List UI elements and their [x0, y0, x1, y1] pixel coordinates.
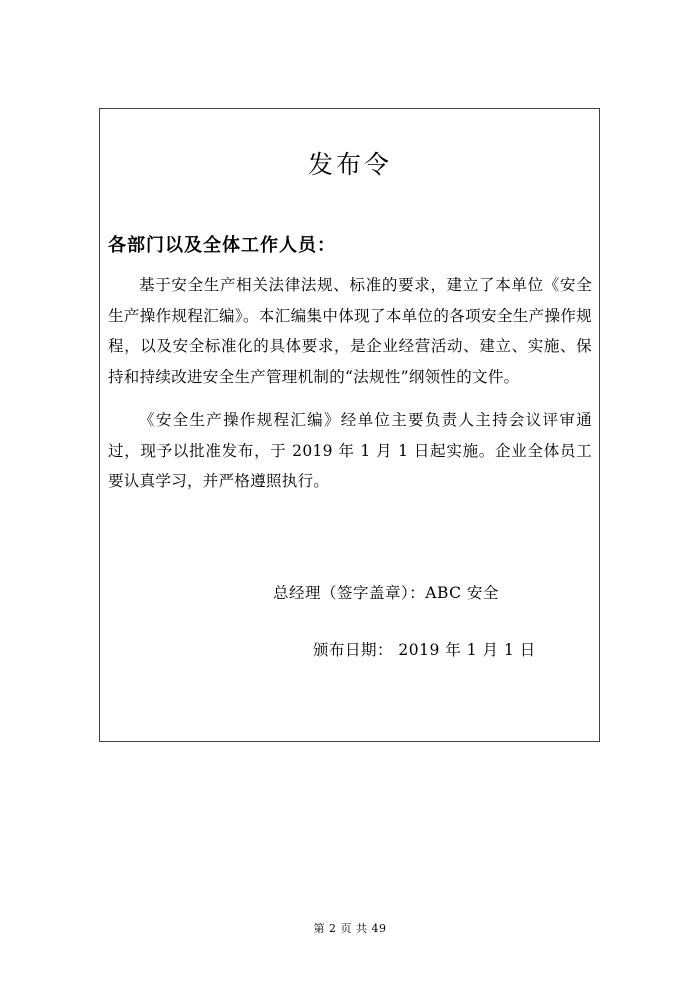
manager-signature: 总经理（签字盖章）：ABC 安全	[273, 584, 499, 602]
salutation: 各部门以及全体工作人员：	[108, 235, 336, 256]
page-footer: 第 2 页 共 49	[313, 922, 387, 935]
page-title: 发布令	[307, 150, 392, 179]
issue-date: 颁布日期： 2019 年 1 月 1 日	[313, 641, 536, 659]
paragraph-2: 《安全生产操作规程汇编》经单位主要负责人主持会议评审通过，现予以批准发布，于 2019 年 1 月 1 日起实施。企业全体员工要认真学习，并严格遵照执行。	[108, 411, 592, 491]
paragraph-1: 基于安全生产相关法律法规、标准的要求，建立了本单位《安全生产操作规程汇编》。本汇编集中体现了本单位的各项安全生产操作规程，以及安全标准化的具体要求，是企业经营活动、建立、实施、保持和持续改进安全生产管理机制的“法规性”纲领性的文件。	[108, 276, 592, 386]
